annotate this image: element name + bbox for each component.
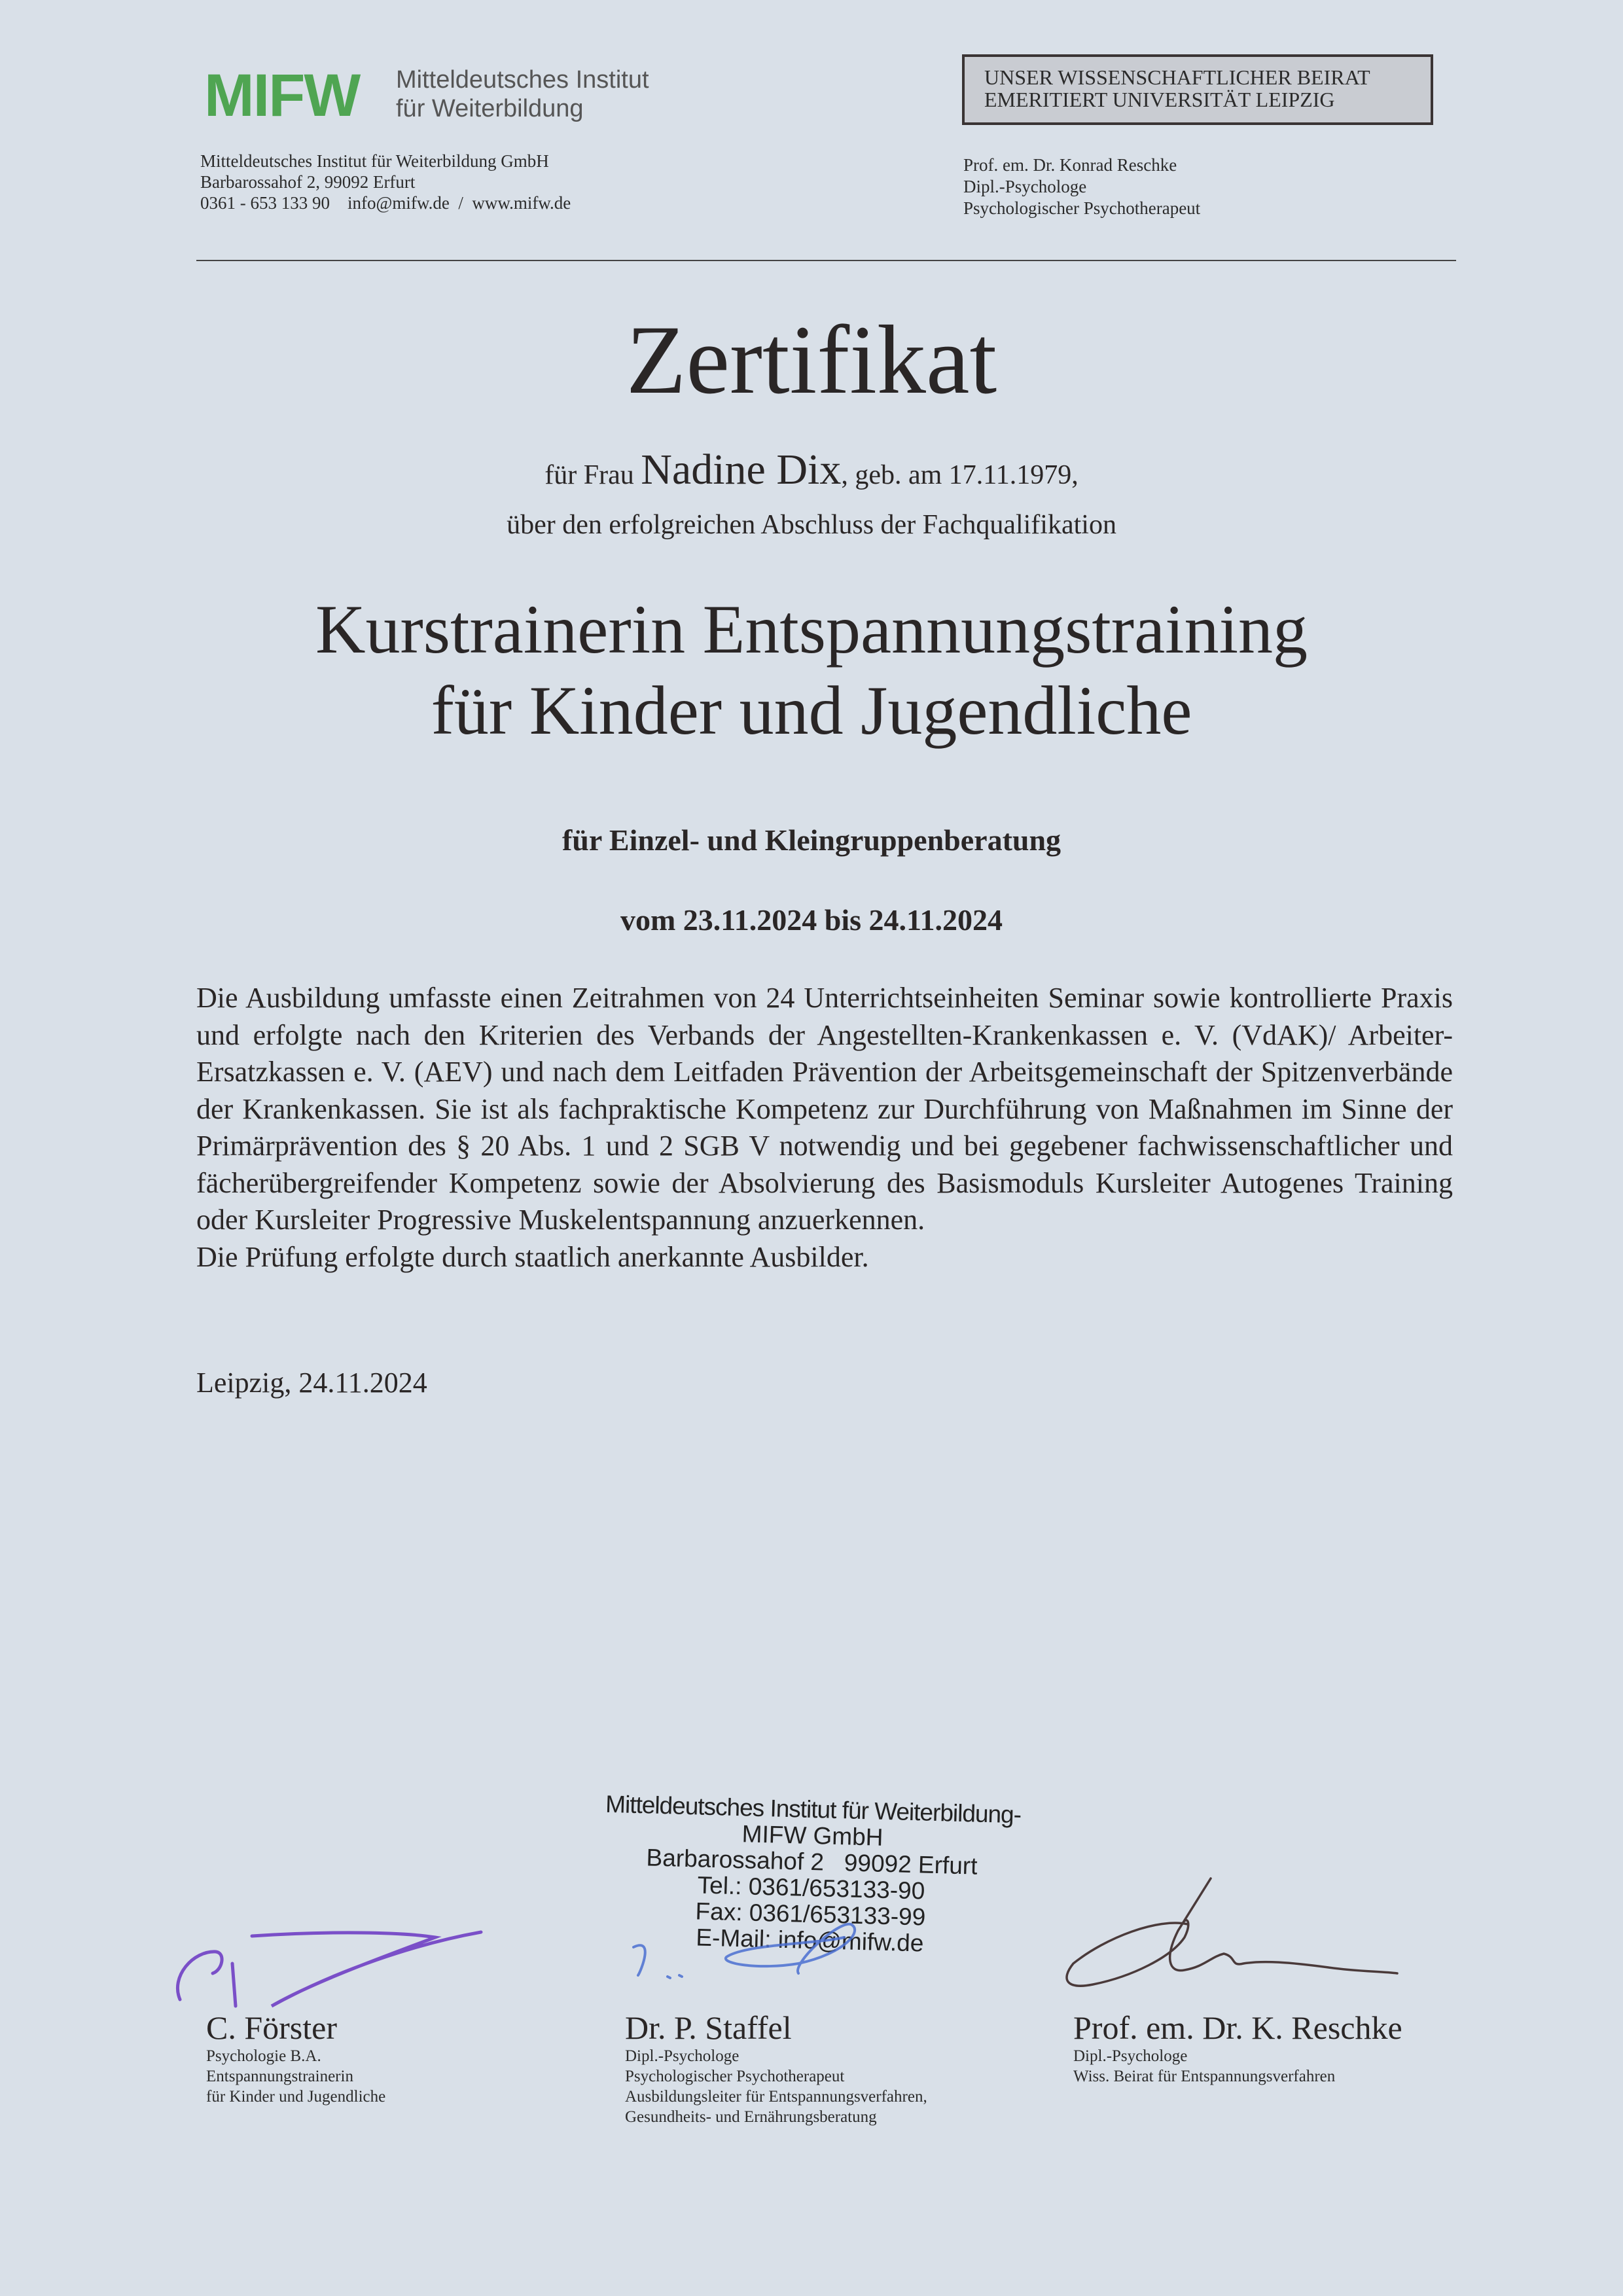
exam-line: Die Prüfung erfolgte durch staatlich anerkannte Ausbilder. <box>196 1240 869 1273</box>
advisory-board-box <box>962 54 1433 125</box>
address-line: Mitteldeutsches Institut für Weiterbildung GmbH <box>200 151 549 171</box>
certificate-body <box>196 980 1453 1276</box>
recipient-line <box>0 446 1623 495</box>
stamp-line: MIFW GmbH <box>741 1820 883 1851</box>
stamp-line: Barbarossahof 2 99092 Erfurt <box>646 1844 978 1880</box>
mifw-logo-text <box>396 65 649 123</box>
place-date: Leipzig, 24.11.2024 <box>196 1367 427 1399</box>
signatory-role: Wiss. Beirat für Entspannungsverfahren <box>1073 2068 1336 2085</box>
institute-address <box>200 151 571 213</box>
qualification-title <box>0 589 1623 751</box>
stamp-line: Tel.: 0361/653133-90 <box>697 1871 925 1905</box>
qualification-line1: Kurstrainerin Entspannungstraining <box>315 591 1308 668</box>
advisor-line: Dipl.-Psychologe <box>963 177 1087 196</box>
stamp-line: Mitteldeutsches Institut für Weiterbildung- <box>605 1790 1022 1829</box>
signatory-staffel <box>625 2009 927 2127</box>
logo-text-line1: Mitteldeutsches Institut <box>396 66 649 94</box>
signatory-role: Psychologie B.A. <box>206 2047 321 2065</box>
qualification-line2: für Kinder und Jugendliche <box>431 672 1192 749</box>
recipient-birthdate: , geb. am 17.11.1979, <box>841 460 1079 490</box>
address-line: Barbarossahof 2, 99092 Erfurt <box>200 172 416 192</box>
mifw-logo-mark: MIFW <box>204 62 360 129</box>
signatory-name: Prof. em. Dr. K. Reschke <box>1073 2009 1402 2046</box>
logo-text-line2: für Weiterbildung <box>396 95 584 122</box>
completion-subline: über den erfolgreichen Abschluss der Fachqualifikation <box>507 510 1116 540</box>
recipient-name: Nadine Dix <box>641 446 842 493</box>
stamp-line: Fax: 0361/653133-99 <box>695 1897 926 1931</box>
advisory-board-line: UNSER WISSENSCHAFTLICHER BEIRAT <box>984 65 1370 89</box>
signatory-reschke <box>1073 2009 1402 2087</box>
signature-staffel <box>628 1865 969 1983</box>
recipient-prefix: für Frau <box>544 460 641 490</box>
signatory-role: Dipl.-Psychologe <box>1073 2047 1188 2065</box>
signatory-role: Gesundheits- und Ernährungsberatung <box>625 2108 877 2126</box>
signatory-role: Ausbildungsleiter für Entspannungsverfahren, <box>625 2088 927 2106</box>
signature-reschke <box>1054 1859 1407 1990</box>
body-paragraph: Die Ausbildung umfasste einen Zeitrahmen von 24 Unterrichtseinheiten Seminar sowie kontrollierte Praxis und erfolgte nach den Kriterien des Verbands der Angestellten-Krankenkassen e. V. (VdAK)/ Arbeiter-Ersatzkassen e. V. (AEV) und nach dem Leitfaden Prävention der Arbeitsgemeinschaft der Spitzenverbände der Krankenkassen. Sie ist als fachpraktische Kompetenz zur Durchführung von Maßnahmen im Sinne der Primärprävention des § 20 Abs. 1 und 2 SGB V notwendig und bei gegebener fachwissenschaftlicher und fächerübergreifender Kompetenz sowie der Absolvierung des Basismoduls Kursleiter Autogenes Training oder Kursleiter Progressive Muskelentspannung anzuerkennen. <box>196 982 1453 1236</box>
advisor-line: Psychologischer Psychotherapeut <box>963 198 1201 218</box>
stamp-line: E-Mail: info@mifw.de <box>695 1924 924 1957</box>
course-dates: vom 23.11.2024 bis 24.11.2024 <box>620 903 1003 937</box>
advisor-address <box>963 154 1200 219</box>
signatory-role: Psychologischer Psychotherapeut <box>625 2068 845 2085</box>
qualification-scope: für Einzel- und Kleingruppenberatung <box>562 823 1061 857</box>
signatory-role: Dipl.-Psychologe <box>625 2047 740 2065</box>
address-line: 0361 - 653 133 90 info@mifw.de / www.mifw.de <box>200 193 571 213</box>
signatory-name: Dr. P. Staffel <box>625 2009 792 2046</box>
advisor-line: Prof. em. Dr. Konrad Reschke <box>963 155 1177 175</box>
signatory-foerster <box>206 2009 385 2107</box>
header-divider <box>196 260 1456 261</box>
certificate-title: Zertifikat <box>626 306 997 414</box>
signatory-role: Entspannungstrainerin <box>206 2068 353 2085</box>
signatory-role: für Kinder und Jugendliche <box>206 2088 386 2106</box>
signatory-name: C. Förster <box>206 2009 337 2046</box>
advisory-board-line: EMERITIERT UNIVERSITÄT LEIPZIG <box>984 88 1335 111</box>
